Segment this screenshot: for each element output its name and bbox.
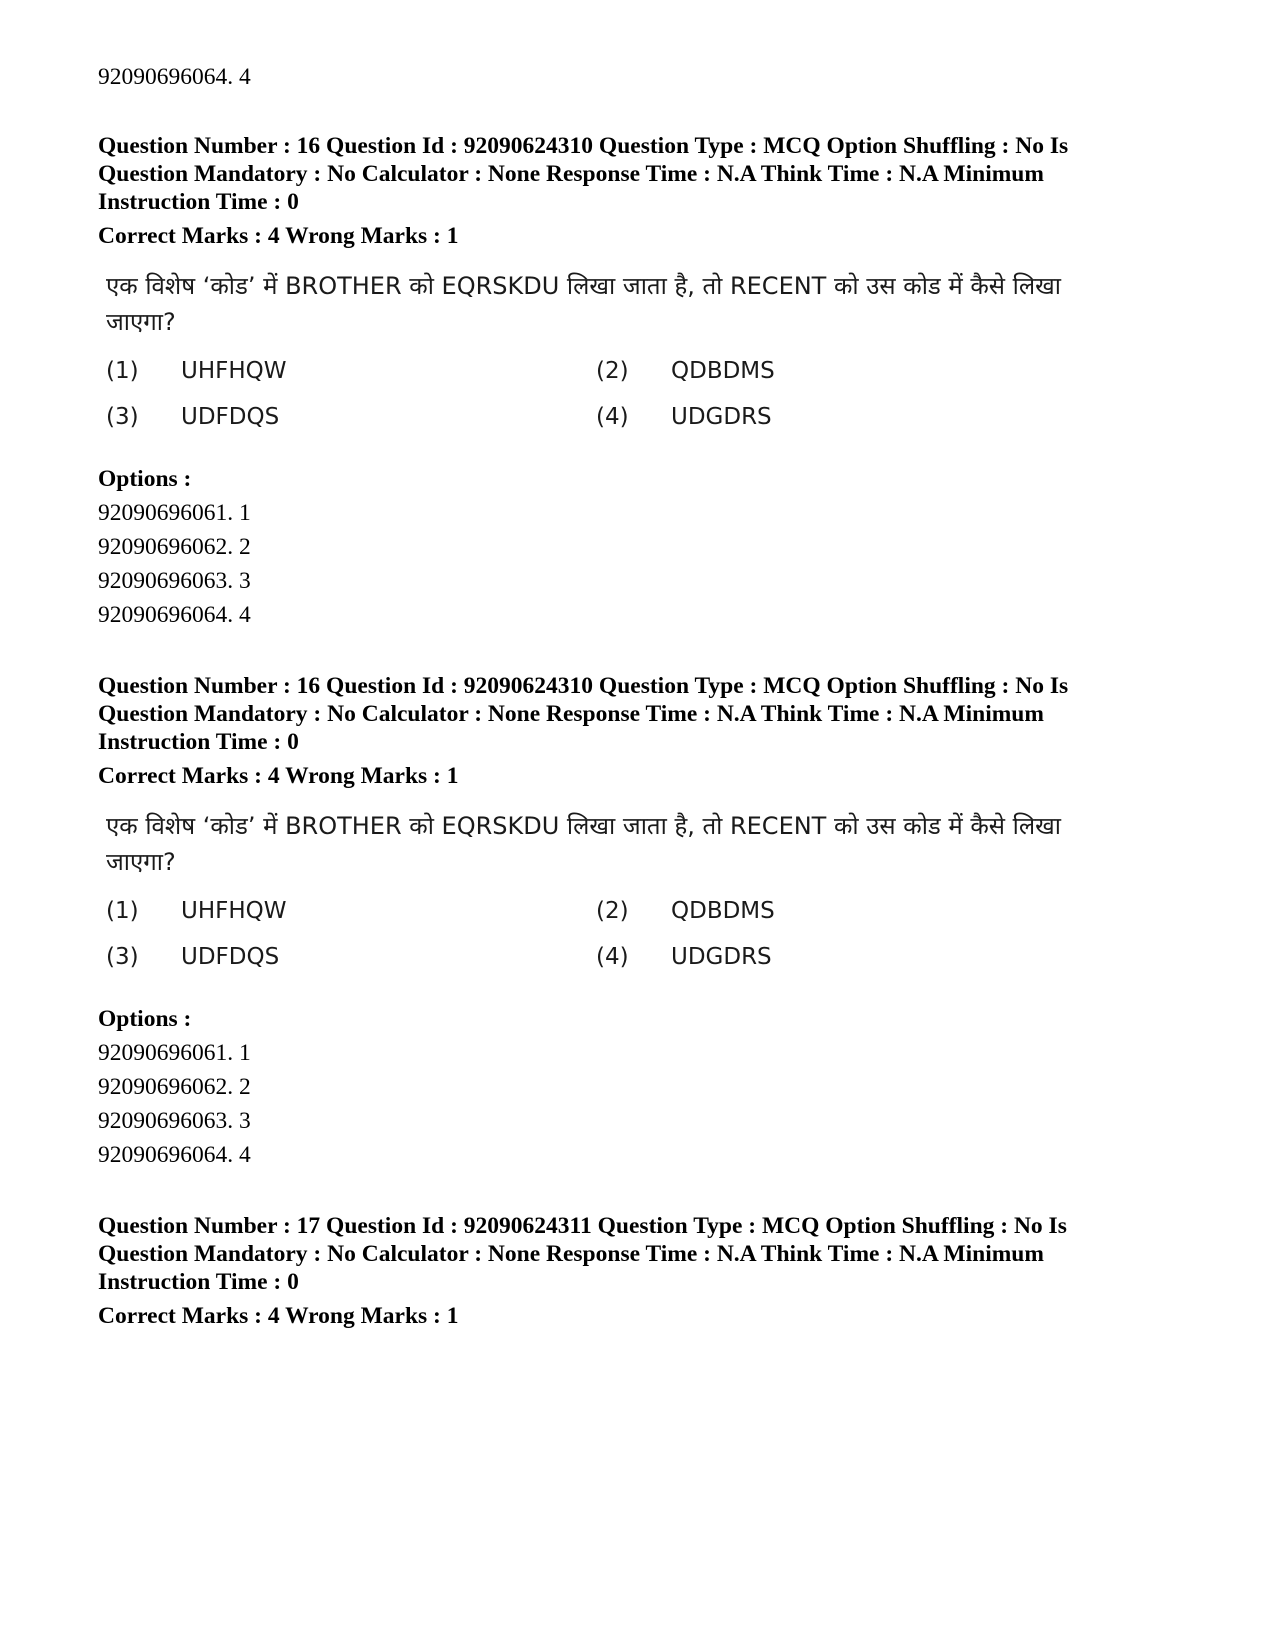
- question-meta-line: Question Number : 16 Question Id : 92090624310 Question Type : MCQ Option Shuffling : No Is: [98, 673, 1069, 699]
- option-line: 92090696063. 3: [98, 568, 251, 594]
- question-image: [106, 808, 1188, 974]
- choice-number: (3): [106, 944, 139, 970]
- question-block: [98, 132, 1188, 632]
- choice-number: (3): [106, 404, 139, 430]
- option-line: 92090696061. 1: [98, 1040, 251, 1066]
- option-line: 92090696062. 2: [98, 534, 251, 560]
- question-meta-line: Instruction Time : 0: [98, 189, 299, 215]
- option-line: 92090696061. 1: [98, 500, 251, 526]
- question-meta-line: Instruction Time : 0: [98, 1269, 299, 1295]
- options-heading: Options :: [98, 1006, 192, 1032]
- question-meta-line: Question Mandatory : No Calculator : None Response Time : N.A Think Time : N.A Minimum: [98, 1241, 1044, 1267]
- question-meta-line: Question Mandatory : No Calculator : None Response Time : N.A Think Time : N.A Minimum: [98, 701, 1044, 727]
- choice-text: UDFDQS: [181, 404, 280, 430]
- choice-text: UHFHQW: [181, 358, 287, 384]
- choice-item: [106, 354, 596, 388]
- choice-number: (4): [596, 404, 629, 430]
- question-meta-line: Instruction Time : 0: [98, 729, 299, 755]
- choice-item: [106, 940, 596, 974]
- choice-text: QDBDMS: [671, 358, 775, 384]
- choice-number: (2): [596, 898, 629, 924]
- option-line: 92090696064. 4: [98, 1142, 251, 1168]
- marks-line: Correct Marks : 4 Wrong Marks : 1: [98, 223, 459, 249]
- question-block: [98, 672, 1188, 1172]
- choice-item: [596, 354, 896, 388]
- document-page: [98, 60, 1188, 1330]
- choice-item: [106, 400, 596, 434]
- choice-grid: [106, 354, 1188, 434]
- question-block: [98, 1212, 1188, 1330]
- question-meta-line: Question Number : 16 Question Id : 92090624310 Question Type : MCQ Option Shuffling : No Is: [98, 133, 1069, 159]
- choice-text: UDGDRS: [671, 944, 772, 970]
- option-line: 92090696062. 2: [98, 1074, 251, 1100]
- choice-item: [106, 894, 596, 928]
- choice-number: (2): [596, 358, 629, 384]
- choice-text: UHFHQW: [181, 898, 287, 924]
- question-text: एक विशेष ‘कोड’ में BROTHER को EQRSKDU लिखा जाता है, तो RECENT को उस कोड में कैसे लिखा जाएगा?: [106, 812, 1061, 876]
- option-line: 92090696064. 4: [98, 64, 251, 90]
- choice-number: (1): [106, 358, 139, 384]
- option-line: 92090696064. 4: [98, 602, 251, 628]
- question-text: एक विशेष ‘कोड’ में BROTHER को EQRSKDU लिखा जाता है, तो RECENT को उस कोड में कैसे लिखा जाएगा?: [106, 272, 1061, 336]
- option-line: 92090696063. 3: [98, 1108, 251, 1134]
- choice-grid: [106, 894, 1188, 974]
- marks-line: Correct Marks : 4 Wrong Marks : 1: [98, 1303, 459, 1329]
- choice-item: [596, 400, 896, 434]
- choice-text: UDFDQS: [181, 944, 280, 970]
- choice-item: [596, 894, 896, 928]
- question-image: [106, 268, 1188, 434]
- question-meta-line: Question Number : 17 Question Id : 92090624311 Question Type : MCQ Option Shuffling : No Is: [98, 1213, 1067, 1239]
- choice-text: QDBDMS: [671, 898, 775, 924]
- question-meta-line: Question Mandatory : No Calculator : None Response Time : N.A Think Time : N.A Minimum: [98, 161, 1044, 187]
- options-heading: Options :: [98, 466, 192, 492]
- choice-item: [596, 940, 896, 974]
- marks-line: Correct Marks : 4 Wrong Marks : 1: [98, 763, 459, 789]
- choice-number: (1): [106, 898, 139, 924]
- choice-text: UDGDRS: [671, 404, 772, 430]
- choice-number: (4): [596, 944, 629, 970]
